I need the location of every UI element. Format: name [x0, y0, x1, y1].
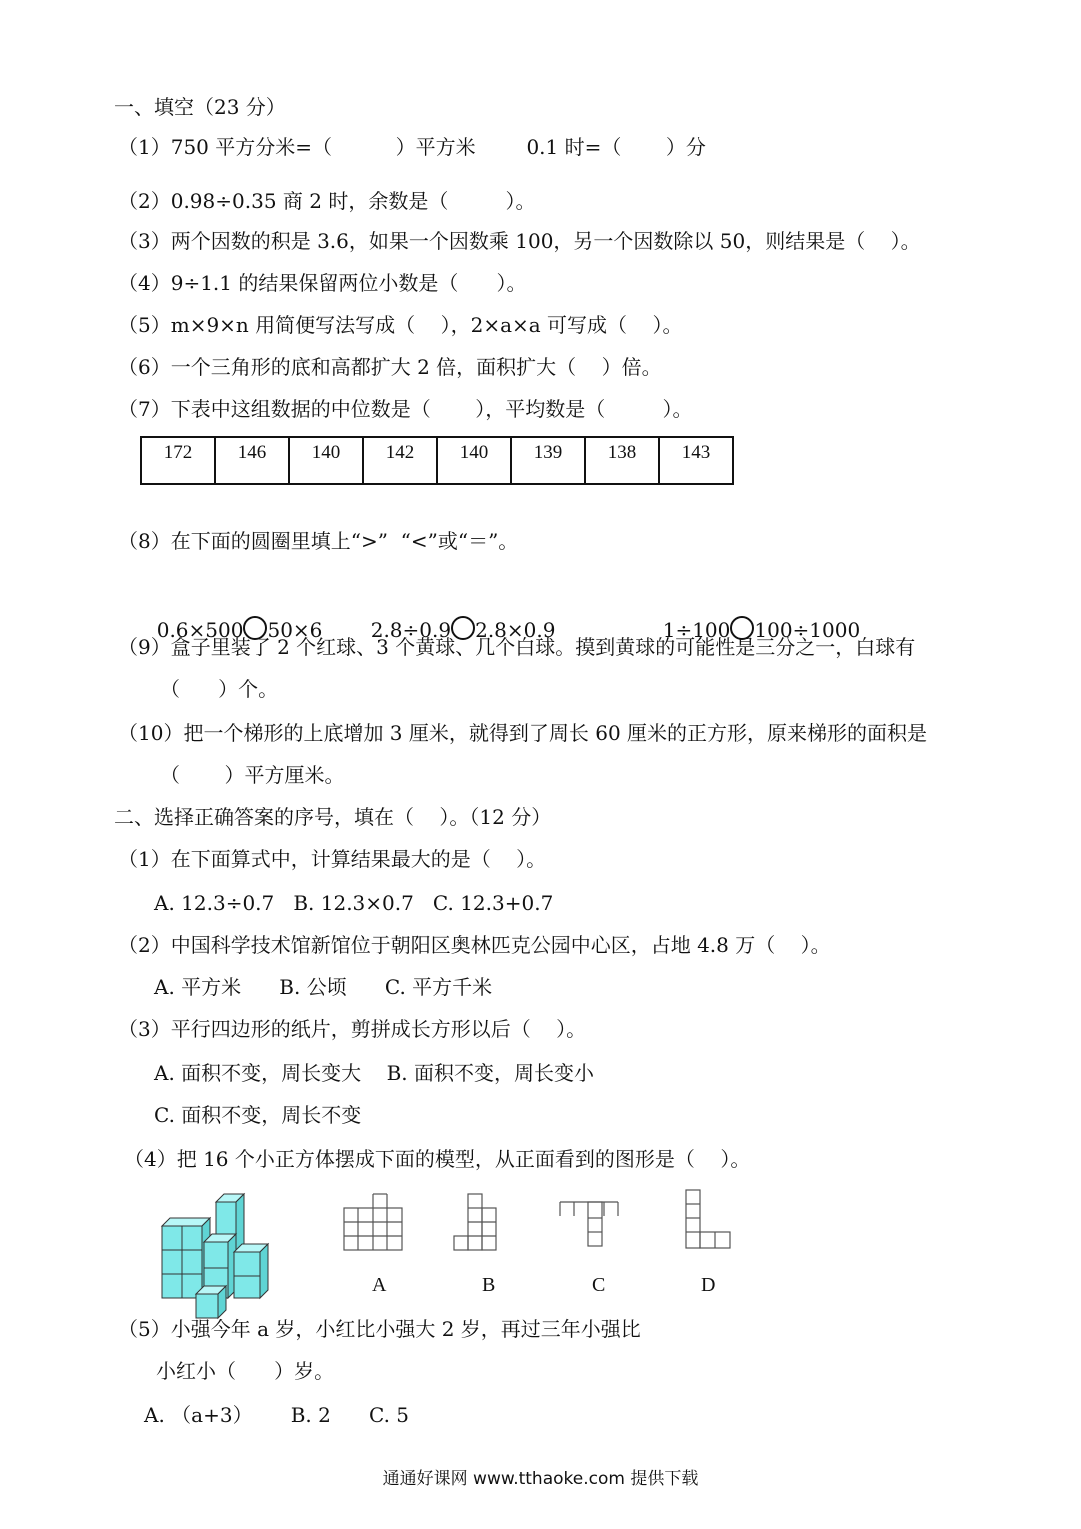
question-1-9-line2: （ ）个。: [160, 677, 279, 701]
question-1-3: （3）两个因数的积是 3.6，如果一个因数乘 100，另一个因数除以 50，则结果是（ ）。: [118, 229, 921, 253]
table-cell: 140: [437, 437, 511, 484]
table-cell: 172: [141, 437, 215, 484]
option-c-label: C: [592, 1274, 606, 1296]
question-1-6: （6）一个三角形的底和高都扩大 2 倍，面积扩大（ ）倍。: [118, 355, 662, 379]
compare-right: 100÷1000: [754, 618, 861, 642]
option-c-figure: [558, 1200, 620, 1250]
option-a-figure: [342, 1192, 404, 1252]
question-1-7: （7）下表中这组数据的中位数是（ ），平均数是（ ）。: [118, 397, 693, 421]
question-1-4: （4）9÷1.1 的结果保留两位小数是（ ）。: [118, 271, 527, 295]
question-1-9-line1: （9）盒子里装了 2 个红球、3 个黄球、几个白球。摸到黄球的可能性是三分之一，白球有: [118, 635, 916, 659]
table-cell: 142: [363, 437, 437, 484]
question-1-10-line2: （ ）平方厘米。: [160, 763, 345, 787]
table-cell: 146: [215, 437, 289, 484]
question-2-1: （1）在下面算式中，计算结果最大的是（ ）。: [118, 847, 547, 871]
question-2-4: （4）把 16 个小正方体摆成下面的模型，从正面看到的图形是（ ）。: [124, 1147, 751, 1171]
table-cell: 139: [511, 437, 585, 484]
question-1-2: （2）0.98÷0.35 商 2 时，余数是（ ）。: [118, 189, 536, 213]
cube-model-figure: [156, 1190, 274, 1324]
compare-left: 2.8÷0.9: [370, 618, 452, 642]
option-b-figure: [452, 1192, 502, 1252]
question-2-3-options-1: A. 面积不变，周长变大 B. 面积不变，周长变小: [154, 1061, 594, 1085]
table-cell: 138: [585, 437, 659, 484]
option-d-figure: [684, 1188, 734, 1250]
option-a-label: A: [372, 1274, 387, 1296]
compare-right: 50×6: [267, 618, 323, 642]
section2-title: 二、选择正确答案的序号，填在（ ）。（12 分）: [114, 805, 552, 829]
table-cell: 140: [289, 437, 363, 484]
question-2-5-options: A. （a+3） B. 2 C. 5: [144, 1403, 410, 1427]
question-2-3-options-2: C. 面积不变，周长不变: [154, 1103, 362, 1127]
question-1-10-line1: （10）把一个梯形的上底增加 3 厘米，就得到了周长 60 厘米的正方形，原来梯形的面积是: [118, 721, 928, 745]
question-1-5: （5）m×9×n 用简便写法写成（ ），2×a×a 可写成（ ）。: [118, 313, 683, 337]
option-d-label: D: [701, 1274, 716, 1296]
question-2-1-options: A. 12.3÷0.7 B. 12.3×0.7 C. 12.3+0.7: [154, 891, 554, 915]
compare-left: 1÷100: [662, 618, 731, 642]
compare-left: 0.6×500: [156, 618, 244, 642]
compare-right: 2.8×0.9: [475, 618, 556, 642]
data-table: [140, 436, 734, 485]
question-2-2-options: A. 平方米 B. 公顷 C. 平方千米: [154, 975, 493, 999]
question-2-2: （2）中国科学技术馆新馆位于朝阳区奥林匹克公园中心区，占地 4.8 万（ ）。: [118, 933, 831, 957]
question-1-8: （8）在下面的圆圈里填上“>” “<”或“＝”。: [118, 529, 519, 553]
option-b-label: B: [482, 1274, 496, 1296]
question-2-5-line2: 小红小（ ）岁。: [156, 1359, 335, 1383]
question-2-5-line1: （5）小强今年 a 岁，小红比小强大 2 岁，再过三年小强比: [118, 1317, 641, 1341]
question-1-1: （1）750 平方分米=（ ）平方米 0.1 时=（ ）分: [118, 135, 706, 159]
section1-title: 一、填空（23 分）: [114, 95, 286, 119]
page-footer: 通通好课网 www.tthaoke.com 提供下载: [382, 1469, 699, 1489]
question-2-3: （3）平行四边形的纸片，剪拼成长方形以后（ ）。: [118, 1017, 587, 1041]
table-cell: 143: [659, 437, 733, 484]
